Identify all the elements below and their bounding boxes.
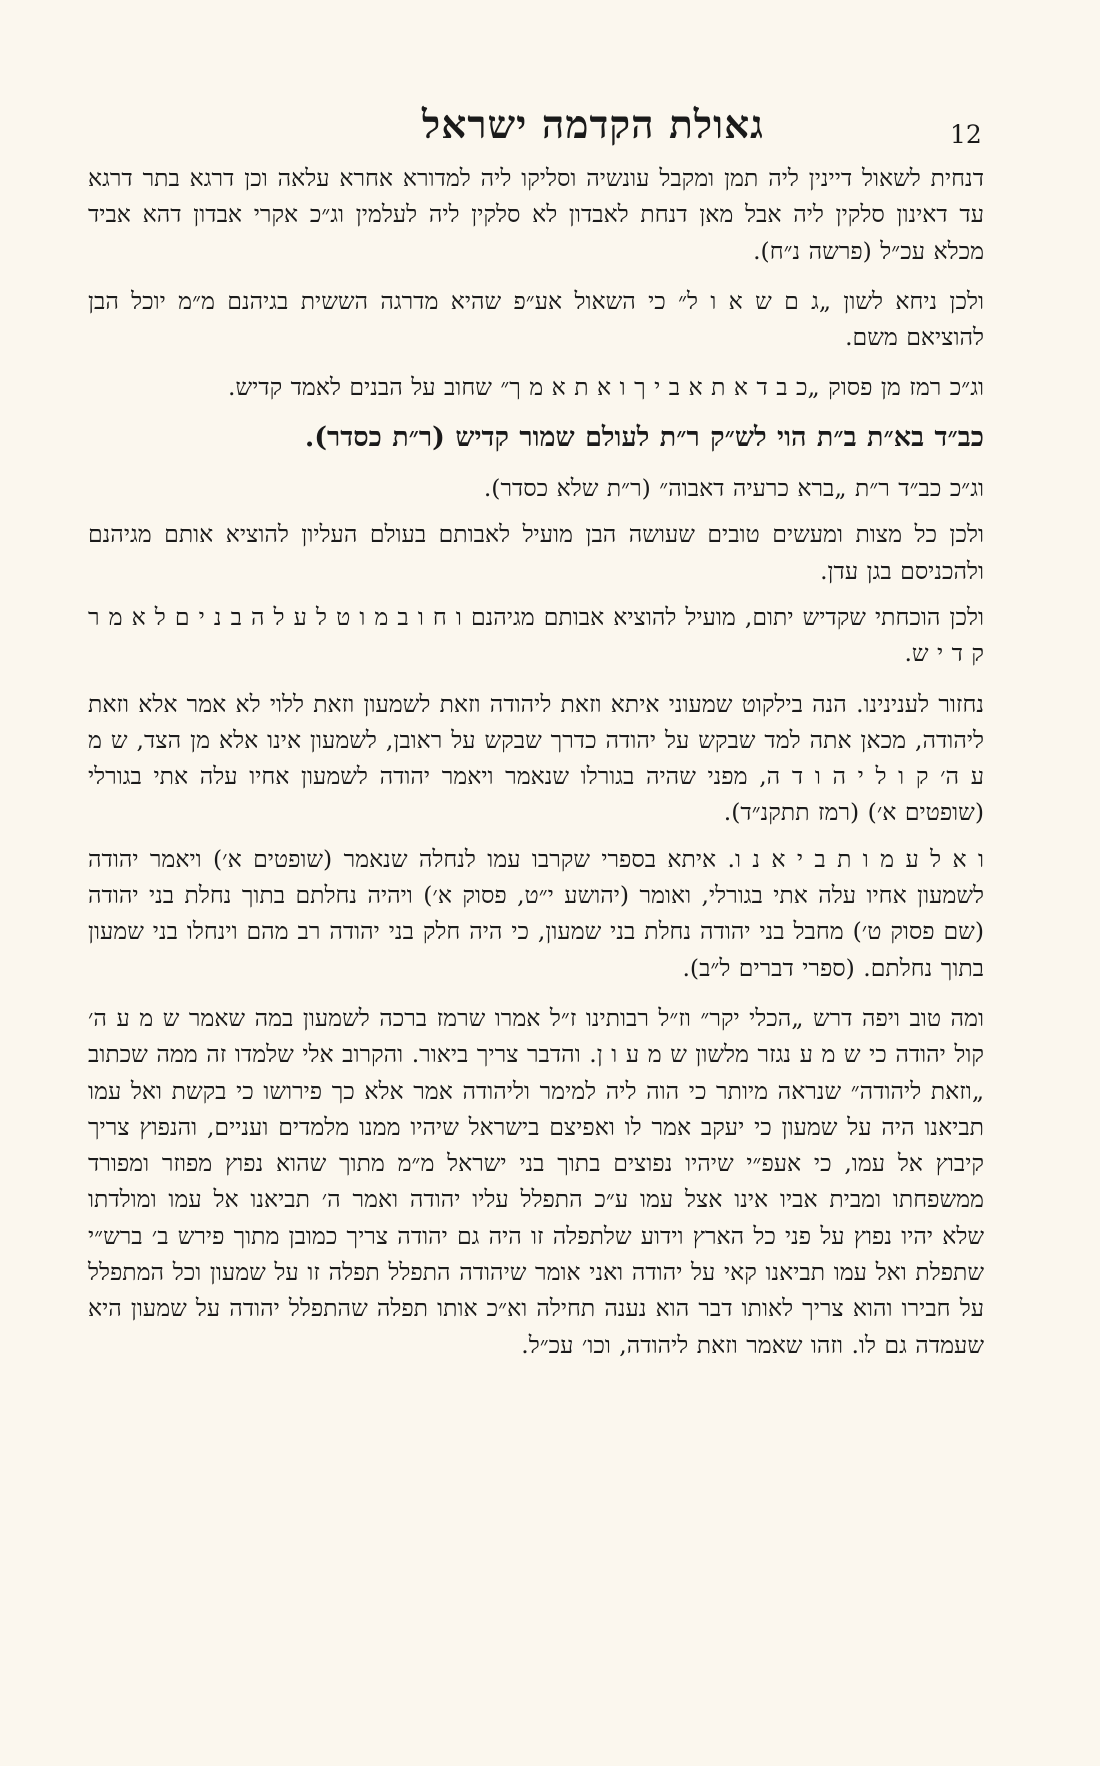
running-title: גאולת הקדמה ישראל xyxy=(422,102,764,148)
paragraph: ולכן ניחא לשון „ג ם ש א ו ל״ כי השאול אע״פ שהיא מדרגה הששית בגיהנם מ״מ יוכל הבן להוציאם משם. xyxy=(88,286,984,352)
paragraph: נחזור לענינינו. הנה בילקוט שמעוני איתא וזאת ליהודה וזאת לשמעון וזאת ללוי לא אמר אלא וזאת ליהודה, מכאן אתה למד שבקש על יהודה כדרך שבקש על ראובן, לשמעון אינו אלא מן הצד, ש מ ע ה׳ ק ו ל י ה ו ד ה, מפני שהיה בגורלו שנאמר ויאמר יהודה לשמעון אחיו עלה אתי בגורלי (שופטים א׳) (רמז תתקנ״ד). xyxy=(88,689,984,827)
page-number: 12 xyxy=(950,120,982,149)
page-header xyxy=(88,94,984,154)
paragraph: וג״כ כב״ד ר״ת „ברא כרעיה דאבוה״ (ר״ת שלא כסדר). xyxy=(483,474,984,503)
paragraph: וג״כ רמז מן פסוק „כ ב ד א ת א ב י ך ו א ת א מ ך״ שחוב על הבנים לאמד קדיש. xyxy=(228,373,984,402)
paragraph: ולכן הוכחתי שקדיש יתום, מועיל להוציא אבותם מגיהנם ו ח ו ב מ ו ט ל ע ל ה ב נ י ם ל א מ ר ק ד י ש. xyxy=(88,602,984,668)
paragraph: ו א ל ע מ ו ת ב י א נ ו. איתא בספרי שקרבו עמו לנחלה שנאמר (שופטים א׳) ויאמר יהודה לשמעון אחיו עלה אתי בגורלי, ואומר (יהושע י״ט, פסוק א׳) ויהיה נחלתם בתוך נחלת בני יהודה (שם פסוק ט׳) מחבל בני יהודה נחלת בני שמעון, כי היה חלק בני יהודה רב מהם וינחלו בני שמעון בתוך נחלתם. (ספרי דברים ל״ב). xyxy=(88,844,984,982)
paragraph: ולכן כל מצות ומעשים טובים שעושה הבן מועיל לאבותם בעולם העליון להוציא אותם מגיהנם ולהכניסם בגן עדן. xyxy=(88,520,984,585)
paragraph: ומה טוב ויפה דרש „הכלי יקר״ וז״ל רבותינו ז״ל אמרו שרמז ברכה לשמעון במה שאמר ש מ ע ה׳ קול יהודה כי ש מ ע נגזר מלשון ש מ ע ו ן. והדבר צריך ביאור. והקרוב אלי שלמדו זה ממה שכתוב „וזאת ליהודה״ שנראה מיותר כי הוה ליה למימר וליהודה אמר אלא כך פירושו כי בקשת ואל עמו תביאנו היה על שמעון כי יעקב אמר לו ואפיצם בישראל שיהיו ממנו מלמדים ועניים, והנפוץ צריך קיבוץ אל עמו, כי אעפ״י שיהיו נפוצים בתוך בני ישראל מ״מ מתוך שהוא נפוץ מפוזר ומפורד ממשפחתו ומבית אביו אינו אצל עמו ע״כ התפלל עליו יהודה ואמר ה׳ תביאנו אל עמו ומולדתו שלא יהיו נפוץ על פני כל הארץ וידוע שלתפלה זו היה גם יהודה צריך כמובן מתוך פירש ב׳ ברש״י שתפלת ואל עמו תביאנו קאי על יהודה ואני אומר שיהודה התפלל תפלה זו על שמעון וכל המתפלל על חבירו והוא צריך לאותו דבר הוא נענה תחילה וא״כ אותו תפלה שהתפלל יהודה על שמעון היא שעמדה גם לו. וזהו שאמר וזאת ליהודה, וכו׳ עכ״ל. xyxy=(88,1003,984,1359)
paragraph: כב״ד בא״ת ב״ת הוי לש״ק ר״ת לעולם שמור קדיש (ר״ת כסדר). xyxy=(304,421,984,453)
body-text xyxy=(88,160,984,1363)
paragraph: דנחית לשאול דיינין ליה תמן ומקבל עונשיה וסליקו ליה למדורא אחרא עלאה וכן דרגא בתר דרגא עד דאינון סלקין ליה אבל מאן דנחת לאבדון לא סלקין ליה לעלמין וג״כ אקרי אבדון דהא אביד מכלא עכ״ל (פרשה נ״ח). xyxy=(88,164,984,265)
